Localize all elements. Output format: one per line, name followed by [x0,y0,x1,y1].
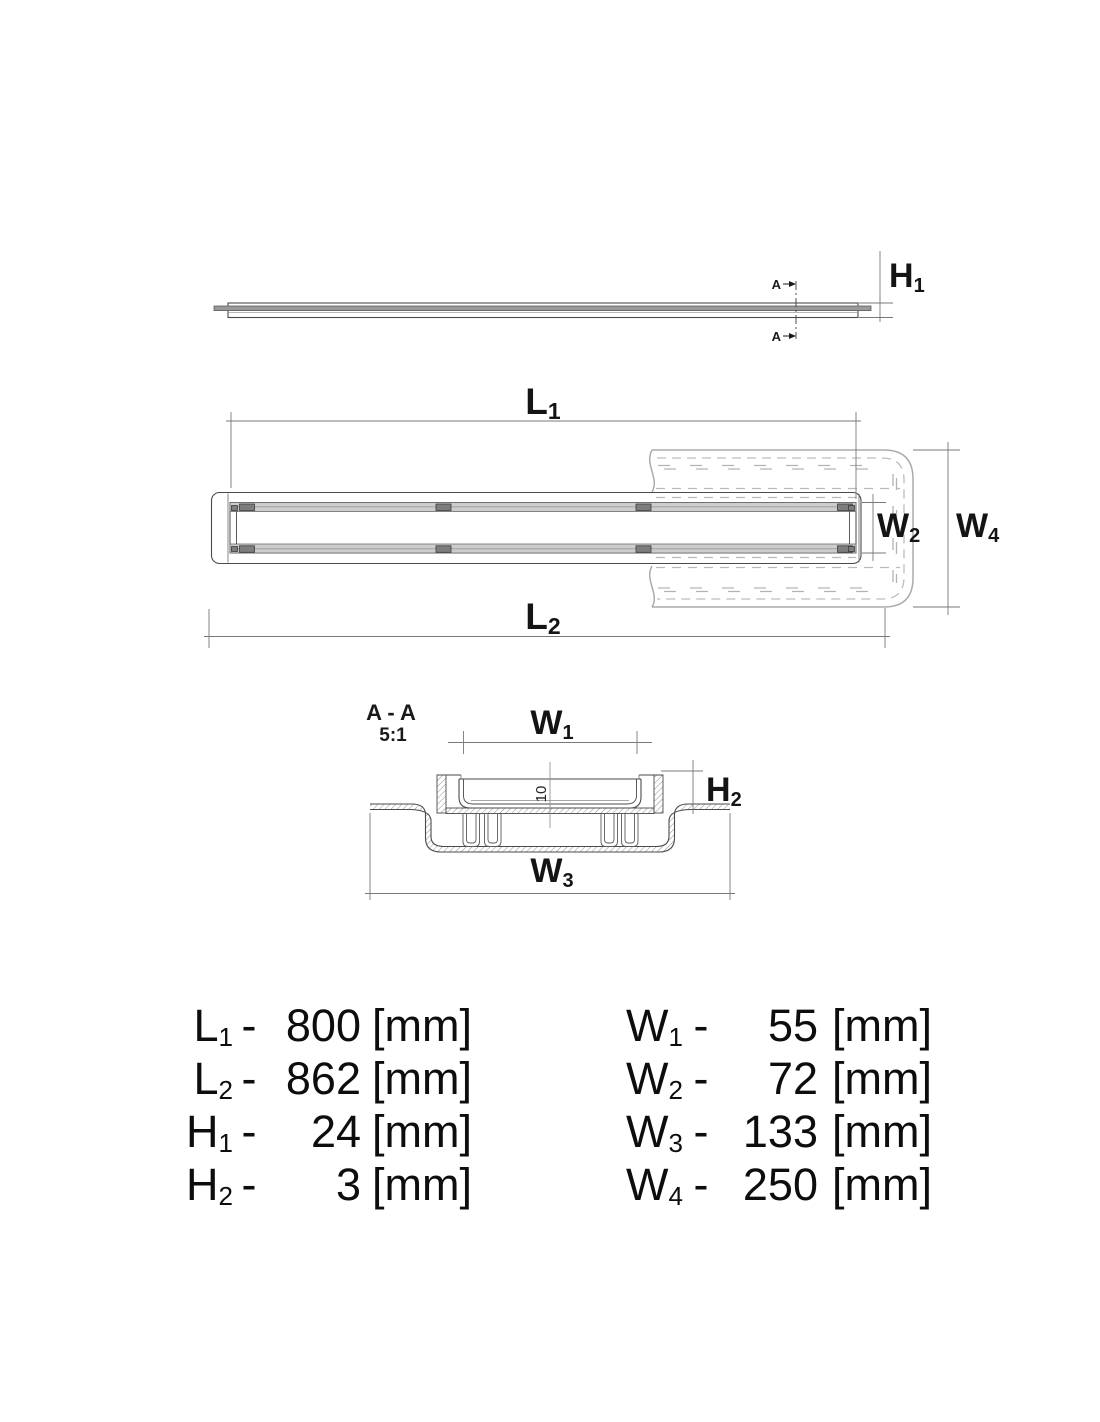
dim-l1 [226,381,861,499]
dimension-table-left [100,999,472,1211]
dim-unit: [mm] [832,1053,932,1104]
dim-value: 24 [310,1106,361,1157]
dim-symbol: W3 [626,1106,683,1158]
section-mark-bottom [772,329,796,344]
table-row [563,1052,932,1105]
section-centerline-group [533,762,550,828]
foot-inner [605,814,615,843]
table-row [100,999,472,1052]
dim-w3-base: W [530,852,563,890]
dash-separator: - [241,1053,257,1104]
grate-frame [230,503,856,554]
dim-unit: [mm] [372,1000,472,1051]
dim-unit: [mm] [372,1106,472,1157]
table-row [563,999,932,1052]
dim-w2-sub: 2 [909,525,921,547]
section-arrow-head-bottom-icon [789,333,796,339]
dim-l1-base: L [525,381,548,422]
dim-w3-sub: 3 [562,870,574,892]
foot-outline [622,814,639,847]
grate-corner-clip [849,547,855,552]
dim-h2-base: H [706,771,731,809]
dim-w3-label [530,852,573,892]
dim-h2-label [706,771,742,811]
section-mark-top [772,277,796,292]
table-row [100,1052,472,1105]
dim-h1-base: H [889,257,914,295]
grate-corner-clip [849,506,855,511]
dim-value: 800 [285,1000,361,1051]
section-mark-bottom-label: A [771,329,781,344]
dim-l1-sub: 1 [547,398,561,424]
dash-separator: - [693,1106,709,1157]
dim-l2-sub: 2 [547,613,561,639]
dash-separator: - [693,1159,709,1210]
foot-outline [485,814,502,847]
dash-separator: - [241,1000,257,1051]
dash-separator: - [241,1159,257,1210]
section-scale: 5:1 [379,725,407,746]
dim-symbol: L1 [193,1000,233,1052]
foot-outline [463,814,480,847]
dim-unit: [mm] [832,1106,932,1157]
table-row [563,1105,932,1158]
grate-clip [636,546,651,553]
section-mark-top-label: A [771,277,781,292]
dim-w1-sub: 1 [562,722,574,744]
mat-break-edge-top [650,450,655,492]
dim-symbol: H1 [186,1106,233,1158]
frame-wall-left [437,775,446,813]
section-arrow-head-top-icon [789,281,796,287]
dim-h1-sub: 1 [913,275,925,297]
foot-inner [488,814,498,843]
dimension-table-right [563,999,932,1211]
dim-symbol: L2 [193,1053,233,1105]
dim-l1-label [525,381,561,424]
dim-l2-label [525,596,560,639]
dim-w4-sub: 4 [988,525,1000,547]
dim-value: 250 [742,1159,818,1210]
plan-view [204,381,1000,648]
dim-w4 [913,442,1000,615]
cross-section-view [365,700,742,900]
frame-wall-right [654,775,663,813]
grate-clip [240,546,255,553]
tray-depth-label: 10 [533,785,550,803]
mat-break-edge-bottom [650,566,655,607]
grate-clip [240,504,255,511]
dim-unit: [mm] [372,1053,472,1104]
dim-h2-sub: 2 [730,789,742,811]
table-row [563,1158,932,1211]
section-feet [463,814,638,847]
dim-unit: [mm] [372,1159,472,1210]
dim-h1-label [889,257,925,297]
dash-separator: - [693,1053,709,1104]
dim-w1 [448,704,652,754]
foot-inner [625,814,635,843]
grate-corner-clip [232,547,238,552]
grate-clip [436,546,451,553]
dim-w2-base: W [877,507,910,545]
dim-w4-label [956,507,1000,547]
dim-value: 133 [742,1106,818,1157]
table-row [100,1105,472,1158]
dim-w4-base: W [956,507,989,545]
dim-value: 72 [767,1053,818,1104]
foot-inner [467,814,477,843]
dim-w1-label [530,704,573,744]
grate-clip [636,504,651,511]
table-row [100,1158,472,1211]
dim-w2 [862,494,920,561]
foot-outline [601,814,618,847]
side-view-grate-plate [214,306,871,311]
dim-value: 862 [285,1053,361,1104]
dash-separator: - [241,1106,257,1157]
dim-symbol: W4 [626,1159,683,1211]
dim-unit: [mm] [832,1159,932,1210]
dim-value: 55 [767,1000,818,1051]
dash-separator: - [693,1000,709,1051]
dim-value: 3 [335,1159,361,1210]
dim-symbol: H2 [186,1159,233,1211]
dim-h1 [859,251,925,322]
dim-symbol: W2 [626,1053,683,1105]
dim-w1-base: W [530,704,563,742]
dim-l2 [204,596,890,648]
grate-corner-clip [232,506,238,511]
dim-l2-base: L [525,596,548,637]
section-title: A - A [366,700,416,725]
grate-clip [436,504,451,511]
side-view [214,251,925,344]
dim-symbol: W1 [626,1000,683,1052]
dim-unit: [mm] [832,1000,932,1051]
